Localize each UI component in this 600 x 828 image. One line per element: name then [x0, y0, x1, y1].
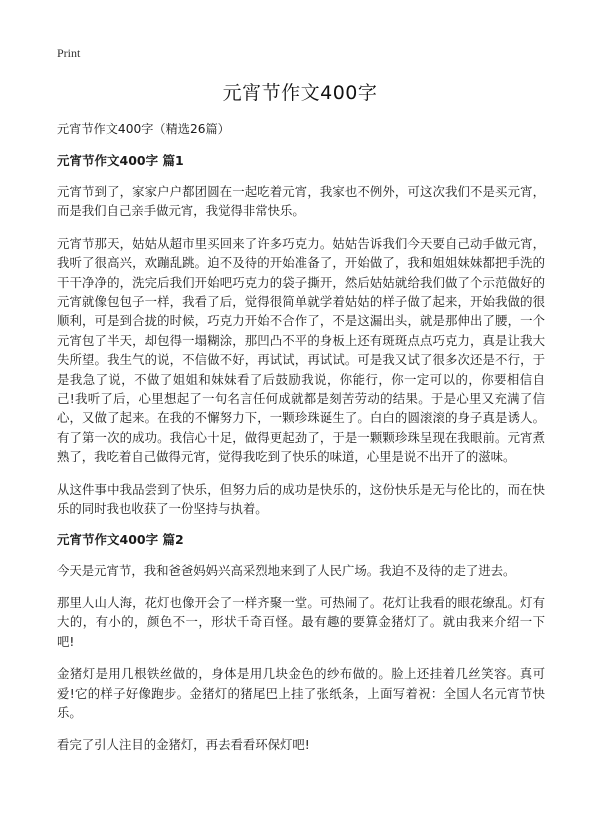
- paragraph: 元宵节那天，姑姑从超市里买回来了许多巧克力。姑姑告诉我们今天要自己动手做元宵，我听了很高兴，欢蹦乱跳。迫不及待的开始准备了，开始做了，我和姐姐妹妹都把手洗的干干净净的，洗完后我们开始吧巧克力的袋子撕开，然后姑姑就给我们做了个示范做好的元宵就像包包子一样，我看了后，觉得很简单就学着姑姑的样子做了起来，开始我做的很顺利，可是到合拢的时候，巧克力开始不合作了，不是这漏出头，就是那伸出了腰，一个元宵包了半天，却包得一塌糊涂，那凹凸不平的身板上还有斑斑点点巧克力，真是让我大失所望。我生气的说，不信做不好，再试试，再试试。可是我又试了很多次还是不行，于是我急了说，不做了姐姐和妹妹看了后鼓励我说，你能行，你一定可以的，你要相信自己!我听了后，心里想起了一句名言任何成就都是刻苦劳动的结果。于是心里又充满了信心，又做了起来。在我的不懈努力下，一颗珍珠诞生了。白白的圆滚滚的身子真是诱人。有了第一次的成功。我信心十足，做得更起劲了，于是一颗颗珍珠呈现在我眼前。元宵煮熟了，我吃着自己做得元宵，觉得我吃到了快乐的味道，心里是说不出开了的滋味。: [57, 235, 545, 465]
- document-title: 元宵节作文400字: [222, 82, 378, 104]
- section-heading: 元宵节作文400字 篇2: [57, 531, 184, 547]
- print-link[interactable]: Print: [57, 46, 81, 60]
- article-section: [57, 153, 545, 519]
- article-section: [57, 532, 545, 755]
- document-subtitle: 元宵节作文400字（精选26篇）: [57, 122, 230, 136]
- section-heading: 元宵节作文400字 篇1: [57, 153, 184, 168]
- paragraph: 从这件事中我品尝到了快乐，但努力后的成功是快乐的，这份快乐是无与伦比的，而在快乐的同时我也收获了一份坚持与执着。: [57, 481, 545, 517]
- paragraph: 今天是元宵节，我和爸爸妈妈兴高采烈地来到了人民广场。我迫不及待的走了进去。: [57, 562, 516, 578]
- paragraph: 那里人山人海，花灯也像开会了一样齐聚一堂。可热闹了。花灯让我看的眼花缭乱。灯有大的，有小的，颜色不一，形状千奇百怪。最有趣的要算金猪灯了。就由我来介绍一下吧!: [57, 594, 545, 649]
- document-body: [57, 121, 545, 765]
- paragraph: 元宵节到了，家家户户都团圆在一起吃着元宵，我家也不例外，可这次我们不是买元宵，而是我们自己亲手做元宵，我觉得非常快乐。: [57, 184, 545, 219]
- paragraph: 看完了引人注目的金猪灯，再去看看环保灯吧!: [57, 737, 310, 753]
- paragraph: 金猪灯是用几根铁丝做的，身体是用几块金色的纱布做的。脸上还挂着几丝笑容。真可爱!它的样子好像跑步。金猪灯的猪尾巴上挂了张纸条，上面写着祝：全国人名元宵节快乐。: [57, 666, 545, 720]
